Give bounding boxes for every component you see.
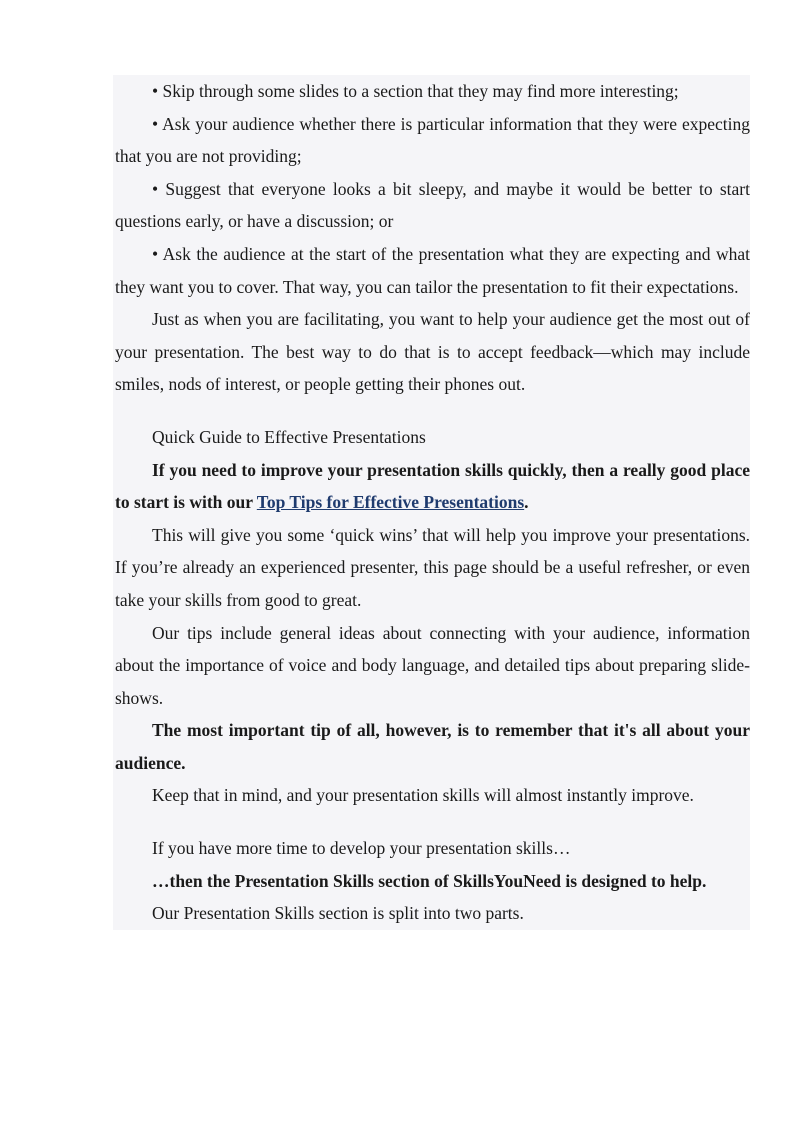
- paragraph-most-important: The most important tip of all, however, is to remember that it's all about your audience.: [115, 720, 750, 773]
- heading-quick-guide: Quick Guide to Effective Presentations: [152, 426, 426, 447]
- paragraph-split: Our Presentation Skills section is split into two parts.: [152, 903, 524, 924]
- paragraph-keep-in-mind: Keep that in mind, and your presentation skills will almost instantly improve.: [152, 785, 694, 806]
- document-body: [113, 75, 750, 930]
- bullet-suggest-sleepy: • Suggest that everyone looks a bit sleepy, and maybe it would be better to start questions early, or have a discussion; or: [115, 178, 750, 232]
- paragraph-then-section: …then the Presentation Skills section of SkillsYouNeed is designed to help.: [152, 870, 707, 891]
- paragraph-improve-skills: [115, 454, 750, 519]
- bullet-ask-audience: • Ask your audience whether there is particular information that they were expecting that you are not providing;: [115, 113, 750, 167]
- bullet-skip-slides: • Skip through some slides to a section that they may find more interesting;: [152, 81, 679, 101]
- top-tips-link[interactable]: Top Tips for Effective Presentations: [256, 492, 525, 513]
- paragraph-tips: Our tips include general ideas about connecting with your audience, information about the importance of voice and body language, and detailed tips about preparing slide-shows.: [115, 622, 750, 708]
- improve-text-after: .: [524, 492, 529, 513]
- paragraph-facilitating: Just as when you are facilitating, you want to help your audience get the most out of your presentation. The best way to do that is to accept feedback—which may include smiles, nods of interest, or people getting their phones out.: [115, 309, 750, 395]
- paragraph-more-time: If you have more time to develop your presentation skills…: [152, 838, 571, 859]
- paragraph-quick-wins: This will give you some ‘quick wins’ that will help you improve your presentations. If you’re already an experienced presenter, this page should be a useful refresher, or even take your skills from good to great.: [115, 524, 750, 610]
- improve-text-before: If you need to improve your presentation skills quickly, then a really good place to start is with our: [115, 459, 750, 513]
- bullet-ask-expecting: • Ask the audience at the start of the presentation what they are expecting and what they want you to cover. That way, you can tailor the presentation to fit their expectations.: [115, 243, 750, 297]
